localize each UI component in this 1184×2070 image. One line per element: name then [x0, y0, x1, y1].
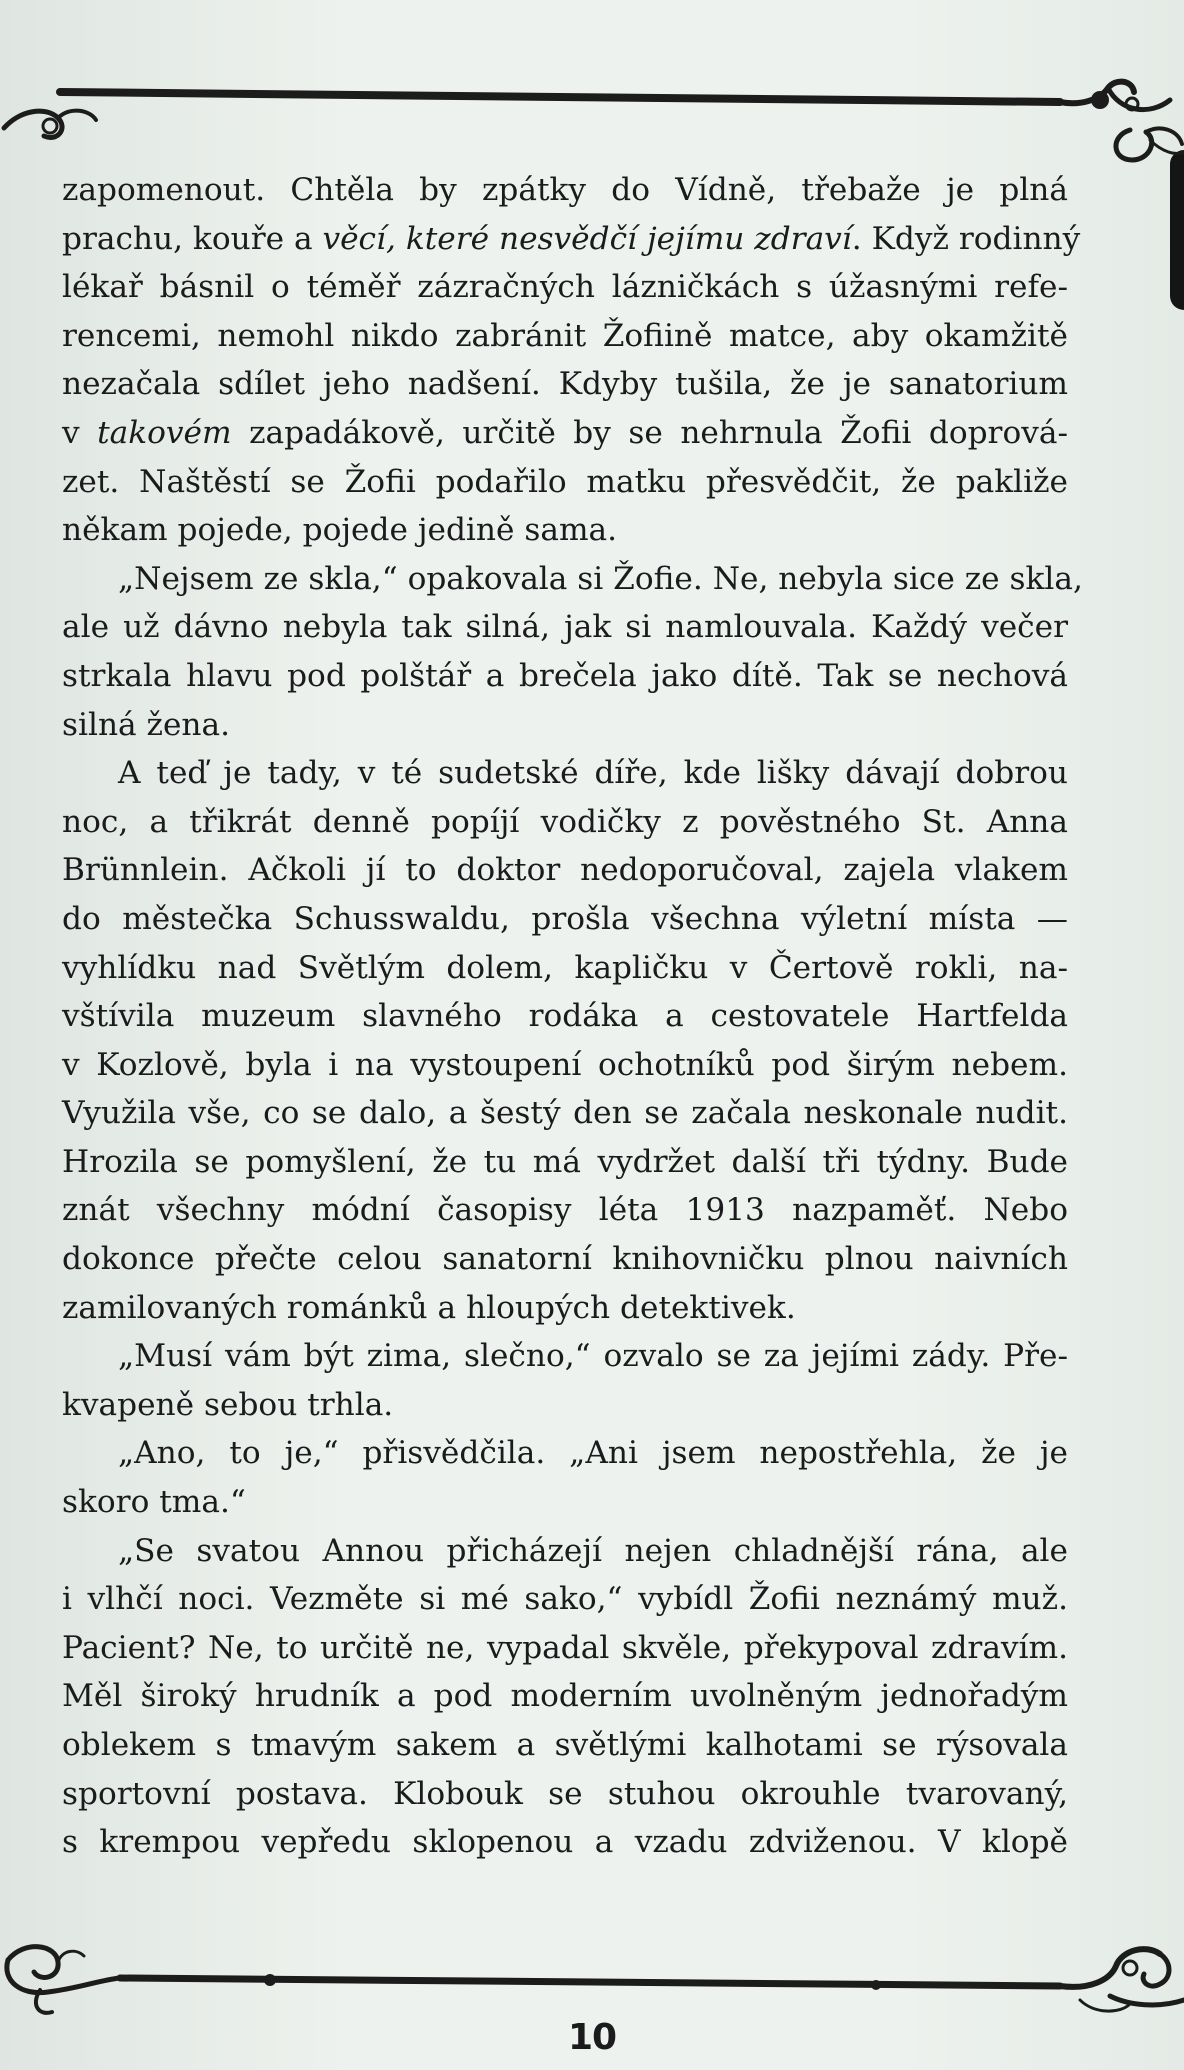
text-line: skoro tma.“: [62, 1484, 246, 1521]
paragraph-5: [62, 1429, 1068, 1526]
paragraph-2: [62, 555, 1083, 749]
text-line: znát všechny módní časopisy léta 1913 nazpaměť. Nebo: [62, 1192, 1068, 1229]
text-line: v takovém zapadákově, určitě by se nehrnula Žofii doprová-: [62, 414, 1068, 451]
text-line: „Musí vám být zima, slečno,“ ozvalo se za jejími zády. Pře-: [118, 1338, 1068, 1375]
text-line: Pacient? Ne, to určitě ne, vypadal skvěle, překypoval zdravím.: [62, 1629, 1068, 1666]
text-line: vštívila muzeum slavného rodáka a cestovatele Hartfelda: [62, 998, 1068, 1035]
text-line: někam pojede, pojede jedině sama.: [62, 512, 618, 549]
paragraph-6: [62, 1527, 1068, 1867]
text-line: „Se svatou Annou přicházejí nejen chladnější rána, ale: [118, 1532, 1068, 1569]
text-line: kvapeně sebou trhla.: [62, 1386, 394, 1423]
text-line: lékař básnil o téměř zázračných lázničkách s úžasnými refe-: [62, 269, 1068, 306]
text-line: oblekem s tmavým sakem a světlými kalhotami se rýsovala: [62, 1727, 1068, 1763]
italic-phrase: takovém: [97, 414, 232, 451]
text-line: prachu, kouře a věcí, které nesvědčí jejímu zdraví. Když rodinný: [62, 220, 1081, 257]
paragraph-3: [62, 749, 1068, 1332]
text-line: noc, a třikrát denně popíjí vodičky z pověstného St. Anna: [62, 803, 1068, 840]
text-line: zet. Naštěstí se Žofii podařilo matku přesvědčit, že pakliže: [62, 463, 1068, 500]
text-line: zamilovaných románků a hloupých detektivek.: [62, 1289, 796, 1326]
text-line: strkala hlavu pod polštář a brečela jako dítě. Tak se nechová: [62, 657, 1068, 694]
text-line: nezačala sdílet jeho nadšení. Kdyby tušila, že je sanatorium: [62, 366, 1068, 403]
text-line: s krempou vepředu sklopenou a vzadu zdviženou. V klopě: [62, 1824, 1068, 1861]
bottom-ornament-border: [0, 1910, 1184, 2030]
text-line: Využila vše, co se dalo, a šestý den se začala neskonale nudit.: [62, 1095, 1068, 1132]
text-line: silná žena.: [62, 706, 231, 743]
text-line: „Ano, to je,“ přisvědčila. „Ani jsem nepostřehla, že je: [118, 1435, 1068, 1472]
text-line: Brünnlein. Ačkoli jí to doktor nedoporučoval, zajela vlakem: [62, 852, 1068, 889]
text-line: Hrozila se pomyšlení, že tu má vydržet další tři týdny. Bude: [62, 1143, 1068, 1180]
page-number: 10: [567, 2017, 617, 2058]
text-line: A teď je tady, v té sudetské díře, kde lišky dávají dobrou: [118, 755, 1068, 792]
page-edge-shadow: [1170, 150, 1184, 310]
text-line: v Kozlově, byla i na vystoupení ochotníků pod širým nebem.: [62, 1046, 1068, 1083]
text-line: ale už dávno nebyla tak silná, jak si namlouvala. Každý večer: [62, 609, 1068, 646]
text-line: sportovní postava. Klobouk se stuhou okrouhle tvarovaný,: [62, 1775, 1068, 1812]
text-line: zapomenout. Chtěla by zpátky do Vídně, třebaže je plná: [62, 172, 1068, 208]
text-line: vyhlídku nad Světlým dolem, kapličku v Čertově rokli, na-: [62, 949, 1068, 986]
top-ornament-border: [0, 40, 1184, 170]
body-text: [62, 166, 1083, 1867]
text-line: i vlhčí noci. Vezměte si mé sako,“ vybídl Žofii neznámý muž.: [62, 1581, 1068, 1618]
text-line: dokonce přečte celou sanatorní knihovničku plnou naivních: [62, 1241, 1068, 1278]
paragraph-1: [62, 166, 1081, 555]
text-line: „Nejsem ze skla,“ opakovala si Žofie. Ne, nebyla sice ze skla,: [118, 560, 1083, 597]
text-line: Měl široký hrudník a pod moderním uvolněným jednořadým: [62, 1678, 1068, 1715]
italic-phrase: věcí, které nesvědčí jejímu zdraví: [322, 220, 852, 257]
paragraph-4: [62, 1332, 1068, 1429]
text-line: do městečka Schusswaldu, prošla všechna výletní místa —: [62, 900, 1068, 937]
text-line: rencemi, nemohl nikdo zabránit Žofiině matce, aby okamžitě: [62, 317, 1068, 354]
